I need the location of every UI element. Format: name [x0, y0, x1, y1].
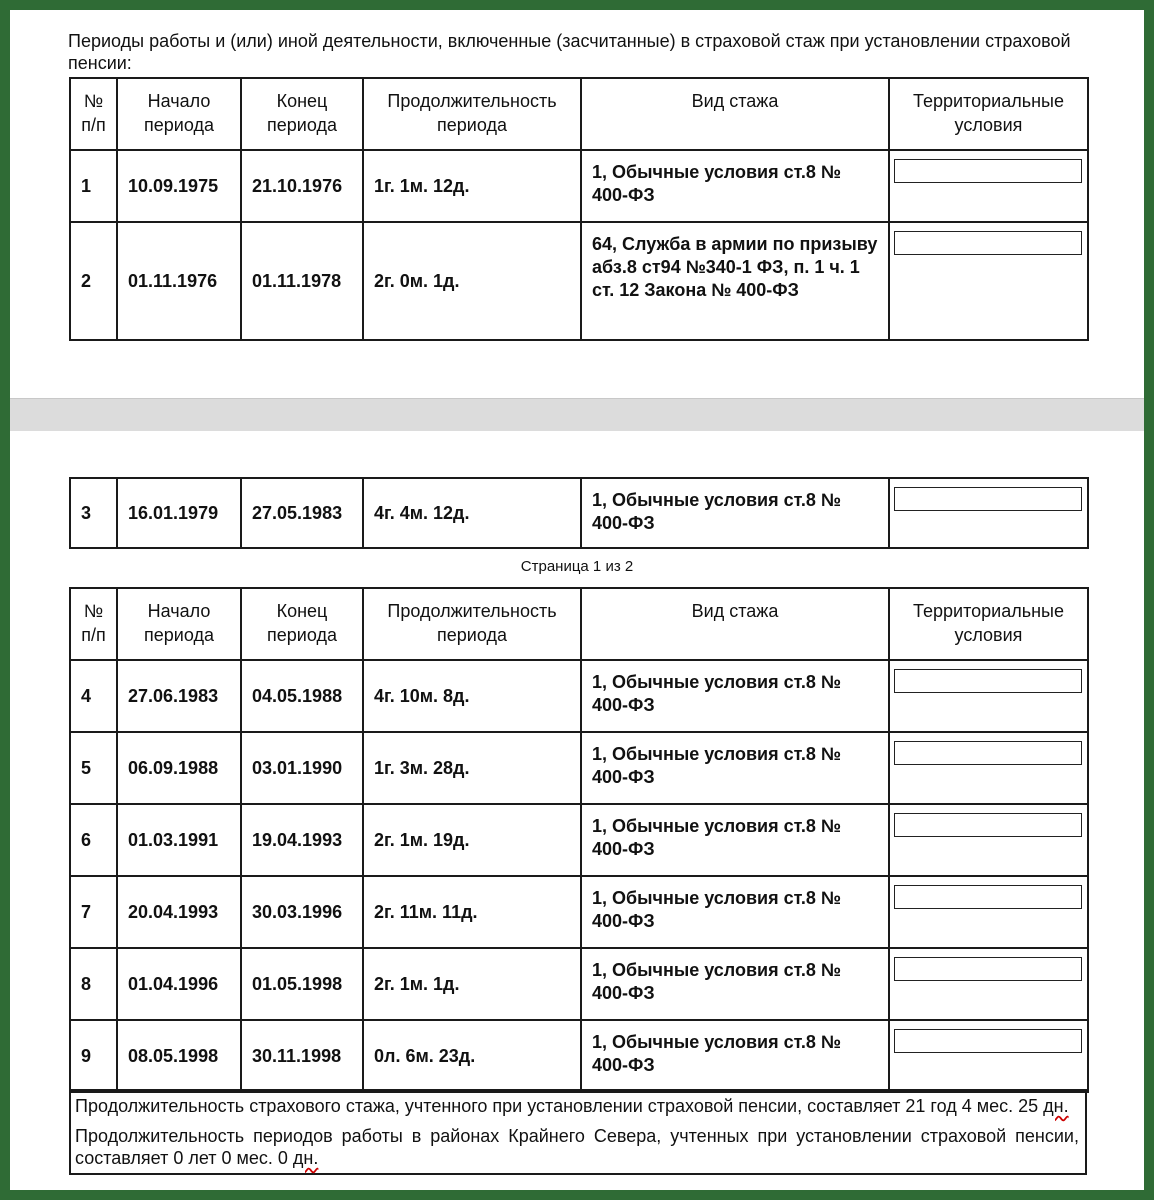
periods-table-3 [69, 587, 1089, 1093]
row-duration: 4г. 10м. 8д. [363, 660, 581, 732]
row-duration: 2г. 0м. 1д. [363, 222, 581, 340]
row-duration: 2г. 1м. 1д. [363, 948, 581, 1020]
row-num: 7 [70, 876, 117, 948]
row-start: 10.09.1975 [117, 150, 241, 222]
row-kind: 1, Обычные условия ст.8 № 400-ФЗ [581, 732, 889, 804]
row-territory [889, 948, 1088, 1020]
header-start: Начало периода [117, 78, 241, 150]
row-num: 5 [70, 732, 117, 804]
territory-field[interactable] [894, 885, 1082, 909]
territory-field[interactable] [894, 159, 1082, 183]
row-num: 9 [70, 1020, 117, 1092]
table-header-row [70, 78, 1088, 150]
row-end: 30.03.1996 [241, 876, 363, 948]
table-row [70, 876, 1088, 948]
table-row [70, 150, 1088, 222]
summary-total-text: Продолжительность страхового стажа, учтенного при установлении страховой пенсии, составляет 21 год 4 мес. 25 [75, 1096, 1039, 1116]
territory-field[interactable] [894, 741, 1082, 765]
row-kind: 1, Обычные условия ст.8 № 400-ФЗ [581, 804, 889, 876]
row-num: 4 [70, 660, 117, 732]
summary-north [75, 1125, 1079, 1169]
row-territory [889, 222, 1088, 340]
summary-total-unit: дн. [1043, 1096, 1069, 1116]
row-start: 06.09.1988 [117, 732, 241, 804]
row-num: 6 [70, 804, 117, 876]
row-kind: 1, Обычные условия ст.8 № 400-ФЗ [581, 948, 889, 1020]
page-separator [10, 398, 1144, 432]
row-territory [889, 732, 1088, 804]
summary-total [75, 1095, 1079, 1117]
row-duration: 2г. 11м. 11д. [363, 876, 581, 948]
row-kind: 64, Служба в армии по призыву абз.8 ст94 №340-1 ФЗ, п. 1 ч. 1 ст. 12 Закона № 400-ФЗ [581, 222, 889, 340]
territory-field[interactable] [894, 813, 1082, 837]
row-num: 2 [70, 222, 117, 340]
row-end: 30.11.1998 [241, 1020, 363, 1092]
row-start: 01.03.1991 [117, 804, 241, 876]
territory-field[interactable] [894, 669, 1082, 693]
header-kind: Вид стажа [581, 78, 889, 150]
summary-north-unit: дн. [292, 1148, 319, 1168]
row-duration: 4г. 4м. 12д. [363, 478, 581, 548]
table-row [70, 478, 1088, 548]
row-kind: 1, Обычные условия ст.8 № 400-ФЗ [581, 876, 889, 948]
header-duration: Продолжительность периода [363, 588, 581, 660]
row-territory [889, 150, 1088, 222]
table-row [70, 804, 1088, 876]
row-kind: 1, Обычные условия ст.8 № 400-ФЗ [581, 150, 889, 222]
row-start: 01.11.1976 [117, 222, 241, 340]
row-start: 01.04.1996 [117, 948, 241, 1020]
row-duration: 1г. 3м. 28д. [363, 732, 581, 804]
header-kind: Вид стажа [581, 588, 889, 660]
row-territory [889, 1020, 1088, 1092]
header-start: Начало периода [117, 588, 241, 660]
row-end: 27.05.1983 [241, 478, 363, 548]
row-num: 1 [70, 150, 117, 222]
row-kind: 1, Обычные условия ст.8 № 400-ФЗ [581, 1020, 889, 1092]
row-num: 8 [70, 948, 117, 1020]
page-2 [10, 431, 1144, 1190]
row-end: 21.10.1976 [241, 150, 363, 222]
header-territory: Территориальные условия [889, 78, 1088, 150]
row-territory [889, 478, 1088, 548]
row-duration: 2г. 1м. 19д. [363, 804, 581, 876]
page-1 [10, 10, 1144, 398]
row-end: 04.05.1988 [241, 660, 363, 732]
territory-field[interactable] [894, 957, 1082, 981]
header-end: Конец периода [241, 78, 363, 150]
row-kind: 1, Обычные условия ст.8 № 400-ФЗ [581, 660, 889, 732]
page-number: Страница 1 из 2 [520, 558, 634, 575]
row-kind: 1, Обычные условия ст.8 № 400-ФЗ [581, 478, 889, 548]
table-row [70, 1020, 1088, 1092]
row-start: 20.04.1993 [117, 876, 241, 948]
table-row [70, 660, 1088, 732]
header-num: № п/п [70, 588, 117, 660]
periods-table-2 [69, 477, 1089, 549]
row-end: 19.04.1993 [241, 804, 363, 876]
row-start: 27.06.1983 [117, 660, 241, 732]
document-frame [10, 10, 1144, 1190]
row-duration: 1г. 1м. 12д. [363, 150, 581, 222]
header-num: № п/п [70, 78, 117, 150]
row-end: 01.05.1998 [241, 948, 363, 1020]
row-territory [889, 876, 1088, 948]
row-duration: 0л. 6м. 23д. [363, 1020, 581, 1092]
table-row [70, 222, 1088, 340]
row-territory [889, 804, 1088, 876]
header-duration: Продолжительность периода [363, 78, 581, 150]
table-header-row [70, 588, 1088, 660]
periods-table-1 [69, 77, 1089, 341]
territory-field[interactable] [894, 487, 1082, 511]
row-start: 16.01.1979 [117, 478, 241, 548]
row-end: 01.11.1978 [241, 222, 363, 340]
territory-field[interactable] [894, 1029, 1082, 1053]
row-start: 08.05.1998 [117, 1020, 241, 1092]
header-end: Конец периода [241, 588, 363, 660]
header-territory: Территориальные условия [889, 588, 1088, 660]
row-territory [889, 660, 1088, 732]
row-num: 3 [70, 478, 117, 548]
summary-box [69, 1089, 1087, 1175]
table-row [70, 948, 1088, 1020]
table-row [70, 732, 1088, 804]
summary-north-text: Продолжительность периодов работы в районах Крайнего Севера, учтенных при установлении страховой пенсии, составляет 0 лет 0 мес. 0 [75, 1126, 1079, 1168]
intro-text: Периоды работы и (или) иной деятельности, включенные (засчитанные) в страховой стаж при установлении страховой пенсии: [68, 31, 1071, 73]
row-end: 03.01.1990 [241, 732, 363, 804]
territory-field[interactable] [894, 231, 1082, 255]
